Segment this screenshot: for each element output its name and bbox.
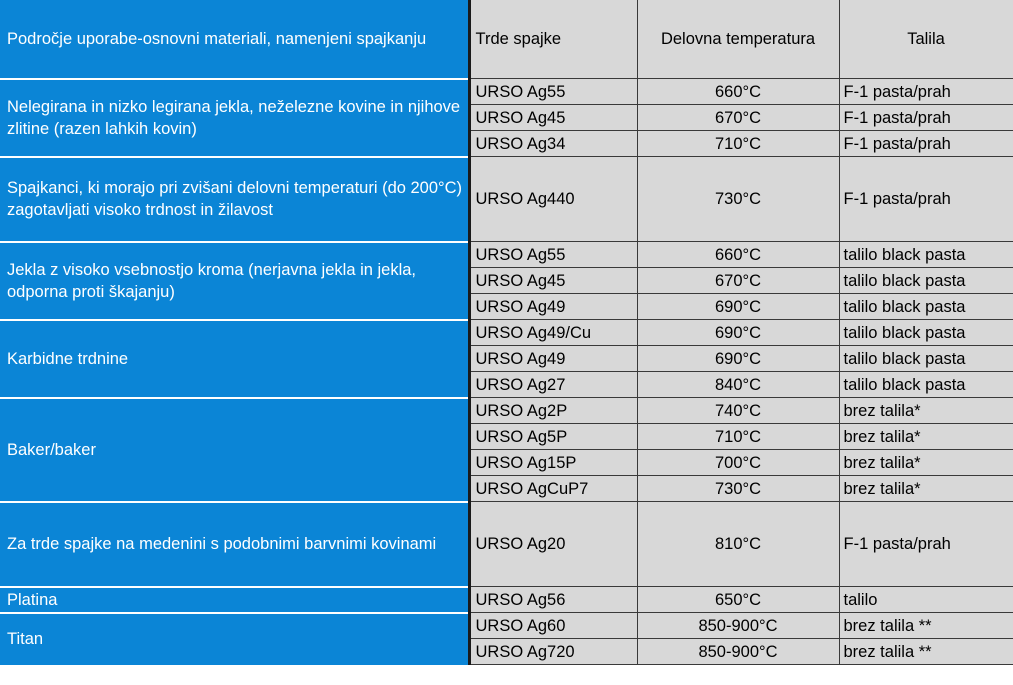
flux-cell: brez talila*: [839, 424, 1013, 450]
temperature-cell: 730°C: [637, 157, 839, 242]
category-cell: Spajkanci, ki morajo pri zvišani delovni temperaturi (do 200°C) zagotavljati visoko trdnost in žilavost: [0, 157, 469, 242]
solder-cell: URSO Ag49: [469, 346, 637, 372]
category-cell: Baker/baker: [0, 398, 469, 502]
solder-cell: URSO Ag55: [469, 242, 637, 268]
temperature-cell: 840°C: [637, 372, 839, 398]
temperature-cell: 670°C: [637, 268, 839, 294]
flux-cell: talilo black pasta: [839, 268, 1013, 294]
temperature-cell: 690°C: [637, 294, 839, 320]
header-row: [0, 0, 1013, 79]
solder-cell: URSO AgCuP7: [469, 476, 637, 502]
table-row: [0, 398, 1013, 424]
category-cell: Platina: [0, 587, 469, 613]
solder-cell: URSO Ag440: [469, 157, 637, 242]
flux-cell: talilo black pasta: [839, 372, 1013, 398]
flux-cell: F-1 pasta/prah: [839, 502, 1013, 587]
category-cell: Titan: [0, 613, 469, 665]
temperature-cell: 690°C: [637, 346, 839, 372]
solder-cell: URSO Ag2P: [469, 398, 637, 424]
temperature-cell: 690°C: [637, 320, 839, 346]
category-cell: Jekla z visoko vsebnostjo kroma (nerjavna jekla in jekla, odporna proti škajanju): [0, 242, 469, 320]
solder-cell: URSO Ag49/Cu: [469, 320, 637, 346]
solder-cell: URSO Ag20: [469, 502, 637, 587]
flux-cell: F-1 pasta/prah: [839, 79, 1013, 105]
solder-cell: URSO Ag45: [469, 268, 637, 294]
table-row: [0, 613, 1013, 639]
table-row: [0, 502, 1013, 587]
flux-cell: brez talila*: [839, 398, 1013, 424]
category-cell: Nelegirana in nizko legirana jekla, neželezne kovine in njihove zlitine (razen lahkih kovin): [0, 79, 469, 157]
temperature-cell: 850-900°C: [637, 639, 839, 665]
solder-cell: URSO Ag5P: [469, 424, 637, 450]
temperature-cell: 810°C: [637, 502, 839, 587]
flux-cell: talilo: [839, 587, 1013, 613]
temperature-cell: 850-900°C: [637, 613, 839, 639]
solder-cell: URSO Ag49: [469, 294, 637, 320]
table-row: [0, 79, 1013, 105]
flux-cell: talilo black pasta: [839, 242, 1013, 268]
temperature-cell: 740°C: [637, 398, 839, 424]
header-flux: Talila: [839, 0, 1013, 79]
temperature-cell: 730°C: [637, 476, 839, 502]
temperature-cell: 710°C: [637, 131, 839, 157]
table-row: [0, 320, 1013, 346]
flux-cell: brez talila **: [839, 613, 1013, 639]
solder-cell: URSO Ag15P: [469, 450, 637, 476]
flux-cell: F-1 pasta/prah: [839, 157, 1013, 242]
solder-cell: URSO Ag56: [469, 587, 637, 613]
flux-cell: F-1 pasta/prah: [839, 131, 1013, 157]
solder-cell: URSO Ag45: [469, 105, 637, 131]
temperature-cell: 660°C: [637, 242, 839, 268]
temperature-cell: 650°C: [637, 587, 839, 613]
table-row: [0, 242, 1013, 268]
category-cell: Za trde spajke na medenini s podobnimi barvnimi kovinami: [0, 502, 469, 587]
solder-cell: URSO Ag60: [469, 613, 637, 639]
header-solder: Trde spajke: [469, 0, 637, 79]
temperature-cell: 660°C: [637, 79, 839, 105]
flux-cell: talilo black pasta: [839, 346, 1013, 372]
flux-cell: brez talila*: [839, 476, 1013, 502]
temperature-cell: 710°C: [637, 424, 839, 450]
category-cell: Karbidne trdnine: [0, 320, 469, 398]
solder-cell: URSO Ag27: [469, 372, 637, 398]
solder-cell: URSO Ag720: [469, 639, 637, 665]
table-row: [0, 587, 1013, 613]
flux-cell: brez talila **: [839, 639, 1013, 665]
temperature-cell: 700°C: [637, 450, 839, 476]
flux-cell: talilo black pasta: [839, 294, 1013, 320]
temperature-cell: 670°C: [637, 105, 839, 131]
flux-cell: brez talila*: [839, 450, 1013, 476]
flux-cell: F-1 pasta/prah: [839, 105, 1013, 131]
header-category: Področje uporabe-osnovni materiali, namenjeni spajkanju: [0, 0, 469, 79]
table-row: [0, 157, 1013, 242]
flux-cell: talilo black pasta: [839, 320, 1013, 346]
solder-cell: URSO Ag55: [469, 79, 637, 105]
solder-cell: URSO Ag34: [469, 131, 637, 157]
header-temperature: Delovna temperatura: [637, 0, 839, 79]
